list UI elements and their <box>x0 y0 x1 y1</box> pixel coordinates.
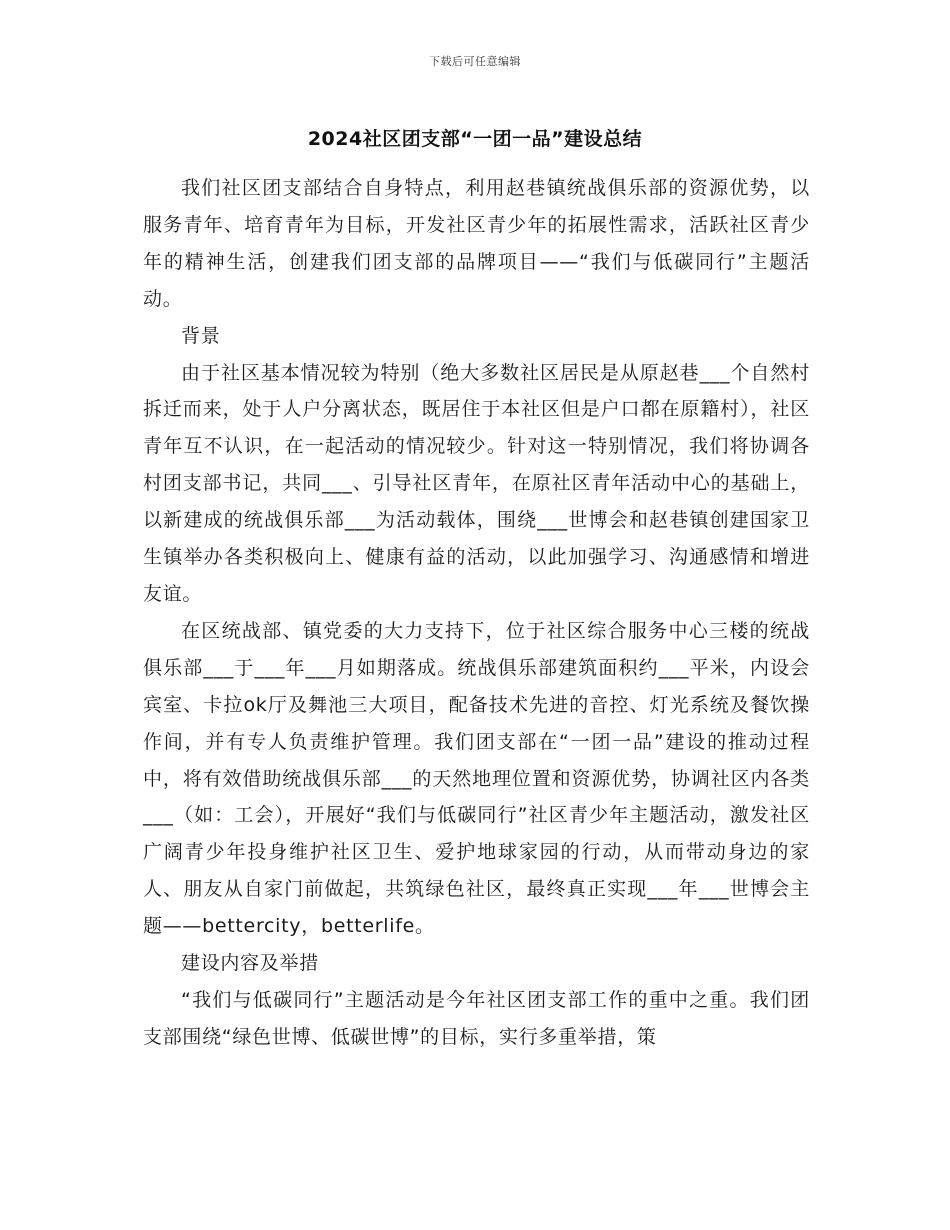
section-heading-background: 背景 <box>181 324 221 347</box>
document-title: 2024社区团支部“一团一品”建设总结 <box>307 128 643 150</box>
document-body <box>143 170 810 1056</box>
section-heading-measures: 建设内容及举措 <box>181 952 319 975</box>
paragraph-intro: 我们社区团支部结合自身特点，利用赵巷镇统战俱乐部的资源优势，以服务青年、培育青年为目标，开发社区青少年的拓展性需求，活跃社区青少年的精神生活，创建我们团支部的品牌项目——“我们与低碳同行”主题活动。 <box>143 177 810 310</box>
paragraph-measures: “我们与低碳同行”主题活动是今年社区团支部工作的重中之重。我们团支部围绕“绿色世博、低碳世博”的目标，实行多重举措，策 <box>143 988 810 1048</box>
paragraph-club: 在区统战部、镇党委的大力支持下，位于社区综合服务中心三楼的统战俱乐部___于___年___月如期落成。统战俱乐部建筑面积约___平米，内设会宾室、卡拉ok厅及舞池三大项目，配备技术先进的音控、灯光系统及餐饮操作间，并有专人负责维护管理。我们团支部在“一团一品”建设的推动过程中，将有效借助统战俱乐部___的天然地理位置和资源优势，协调社区内各类___（如：工会），开展好“我们与低碳同行”社区青少年主题活动，激发社区广阔青少年投身维护社区卫生、爱护地球家园的行动，从而带动身边的家人、朋友从自家门前做起，共筑绿色社区，最终真正实现___年___世博会主题——bettercity，betterlife。 <box>143 619 810 938</box>
header-note: 下载后可任意编辑 <box>429 55 521 68</box>
paragraph-background: 由于社区基本情况较为特别（绝大多数社区居民是从原赵巷___个自然村拆迁而来，处于人户分离状态，既居住于本社区但是户口都在原籍村），社区青年互不认识，在一起活动的情况较少。针对这一特别情况，我们将协调各村团支部书记，共同___、引导社区青年，在原社区青年活动中心的基础上，以新建成的统战俱乐部___为活动载体，围绕___世博会和赵巷镇创建国家卫生镇举办各类积极向上、健康有益的活动，以此加强学习、沟通感情和增进友谊。 <box>143 361 810 605</box>
